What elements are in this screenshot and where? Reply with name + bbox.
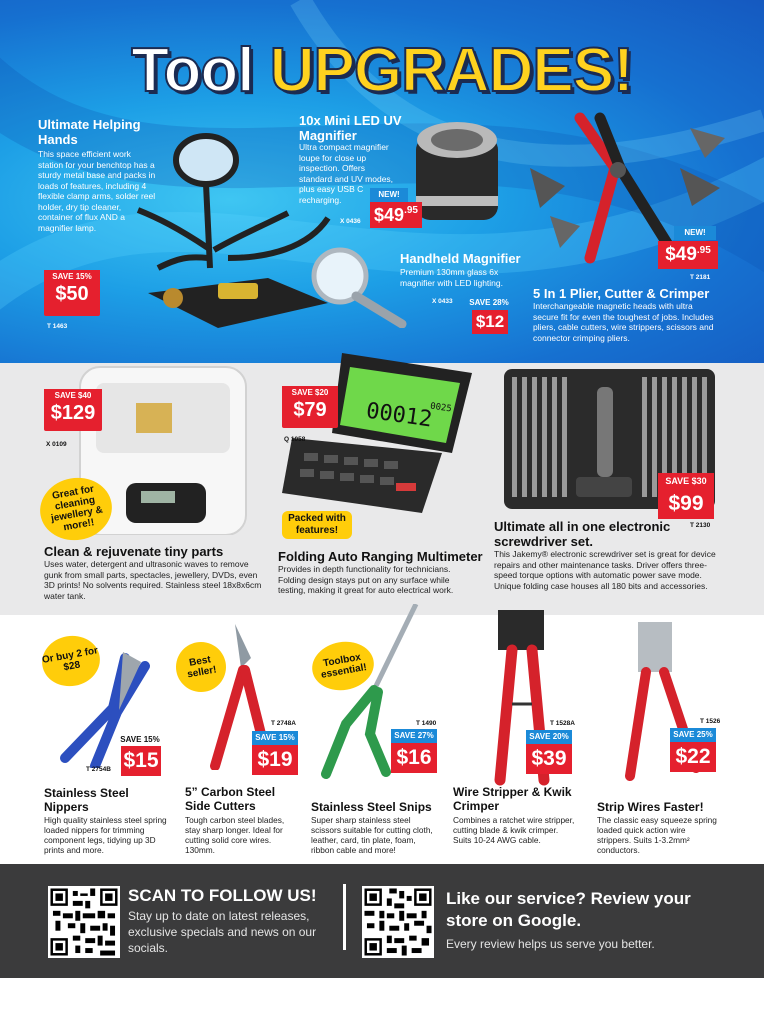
- handheld-magnifier-save: SAVE 28%: [469, 298, 509, 307]
- plier-price: [658, 241, 718, 269]
- plier-desc: Interchangeable magnetic heads with ultra secure fit for even the toughest of jobs. Includes pliers, cable cutters, wire strippers, scissors and connector crimping pliers.: [533, 301, 714, 343]
- plier-code: T 2181: [690, 274, 711, 281]
- multimeter-save: SAVE $20: [282, 386, 338, 399]
- uv-magnifier-price: [370, 202, 422, 228]
- hero-section: [0, 0, 764, 363]
- uv-magnifier-code: X 0436: [340, 218, 361, 225]
- side-cutters-title: 5” Carbon Steel Side Cutters: [185, 785, 276, 813]
- wire-stripper-price: $39: [526, 744, 572, 774]
- plier-badge: NEW!: [674, 226, 716, 240]
- helping-hands-price-value: $50: [55, 283, 89, 305]
- helping-hands-price: [44, 270, 100, 316]
- snips-desc: Super sharp stainless steel scissors suitable for cutting cloth, leather, card, tin plate, foam, ribbon cable and more!: [311, 815, 433, 855]
- plier-price-main: $49: [665, 244, 697, 265]
- review-title: Like our service? Review your store on Google.: [446, 889, 691, 930]
- snips-code: T 1490: [416, 720, 437, 727]
- side-cutters-desc: Tough carbon steel blades, stay sharp longer. Ideal for cutting solid core wires. 130mm.: [185, 815, 285, 855]
- uv-magnifier-desc: Ultra compact magnifier loupe for close up inspection. Offers standard and UV modes, plus easy USB C recharging.: [299, 142, 394, 205]
- wire-stripper-code: T 1528A: [550, 720, 575, 727]
- screwdriver-code: T 2130: [690, 522, 711, 529]
- multimeter-image: [282, 353, 482, 518]
- side-cutters-sticker: Best seller!: [172, 638, 230, 696]
- snips-save: SAVE 27%: [391, 729, 437, 743]
- uv-magnifier-image: [410, 118, 505, 230]
- footer-divider: [343, 884, 346, 950]
- multimeter-code: Q 1058: [284, 436, 306, 443]
- cleaner-code: X 0109: [46, 441, 67, 448]
- uv-magnifier-price-main: $49: [374, 205, 405, 225]
- cleaner-desc: Uses water, detergent and ultrasonic waves to remove gunk from small parts, spectacles, jewellery, DVDs, even 3D prints! No solvents required. Stainless steel 18x8x6cm water tank.: [44, 559, 262, 601]
- wire-stripper-save: SAVE 20%: [526, 730, 572, 744]
- scan-body: Stay up to date on latest releases, exclusive specials and news on our socials.: [128, 909, 317, 955]
- strip-wires-desc: The classic easy squeeze spring loaded quick action wire strippers. Suits 1-3.2mm² conductors.: [597, 815, 717, 855]
- uv-magnifier-badge: NEW!: [370, 188, 408, 202]
- helping-hands-desc: This space efficient work station for your benchtop has a sturdy metal base and packs in loads of features, including 4 flexible clamp arms, solder reel holder, dry tip cleaner, container of flux AND a magnifier lamp.: [38, 149, 156, 233]
- snips-price: $16: [391, 743, 437, 773]
- handheld-magnifier-desc: Premium 130mm glass 6x magnifier with LED lighting.: [400, 267, 503, 288]
- strip-wires-title: Strip Wires Faster!: [597, 800, 704, 814]
- page-headline: [0, 36, 764, 105]
- cleaner-price-value: $129: [50, 402, 96, 424]
- wire-stripper-desc: Combines a ratchet wire stripper, cutting blade & kwik crimper. Suits 10-24 AWG cable.: [453, 815, 575, 845]
- handheld-magnifier-code: X 0433: [432, 298, 453, 305]
- multimeter-sticker: Packed with features!: [282, 511, 352, 539]
- multimeter-desc: Provides in depth functionality for technicians. Folding design stays put on any surface while testing, making it great for auto electrical work.: [278, 564, 454, 595]
- strip-wires-price: $22: [670, 742, 716, 772]
- snips-title: Stainless Steel Snips: [311, 800, 432, 814]
- nippers-desc: High quality stainless steel spring loaded nippers for trimming component legs, tidying up 3D prints and more.: [44, 815, 167, 855]
- helping-hands-title: Ultimate Helping Hands: [38, 117, 141, 147]
- helping-hands-code: T 1463: [47, 323, 68, 330]
- handheld-magnifier-title: Handheld Magnifier: [400, 251, 521, 266]
- nippers-title: Stainless Steel Nippers: [44, 786, 129, 814]
- side-cutters-price: $19: [252, 745, 298, 775]
- snips-sticker: Toolbox essential!: [308, 637, 377, 695]
- screwdriver-title: Ultimate all in one electronic screwdriver set.: [494, 519, 671, 549]
- nippers-price: $15: [121, 746, 161, 776]
- social-qr-code[interactable]: [48, 886, 120, 958]
- uv-magnifier-price-cents: .95: [404, 205, 418, 216]
- screwdriver-price: $99: [658, 489, 714, 519]
- headline-word-tool: Tool: [131, 36, 254, 105]
- strip-wires-save: SAVE 25%: [670, 728, 716, 742]
- handheld-magnifier-image: [298, 246, 408, 328]
- screwdriver-desc: This Jakemy® electronic screwdriver set is great for device repairs and other maintenance tasks. Driver offers three-speed torque options with automatic power save mode. Unique folding case houses all 180 bits and accessories.: [494, 549, 716, 591]
- multimeter-title: Folding Auto Ranging Multimeter: [278, 549, 483, 564]
- multimeter-display-small: 0025: [429, 401, 453, 415]
- cleaner-sticker: Great for cleaning jewellery & more!!: [35, 472, 117, 546]
- footer-band: [0, 864, 764, 978]
- multimeter-price: [282, 386, 338, 428]
- headline-word-upgrades: UPGRADES!: [269, 36, 633, 105]
- scan-title: SCAN TO FOLLOW US!: [128, 886, 317, 905]
- handheld-magnifier-price: $12: [472, 310, 508, 334]
- review-body: Every review helps us serve you better.: [446, 937, 655, 951]
- multimeter-price-value: $79: [293, 399, 327, 421]
- helping-hands-save: SAVE 15%: [44, 270, 100, 283]
- side-cutters-save: SAVE 15%: [252, 731, 298, 745]
- side-cutters-code: T 2748A: [271, 720, 296, 727]
- cleaner-save: SAVE $40: [44, 389, 102, 402]
- cleaner-price: [44, 389, 102, 431]
- nippers-code: T 2754B: [86, 766, 111, 773]
- plier-title: 5 In 1 Plier, Cutter & Crimper: [533, 286, 710, 301]
- cleaner-title: Clean & rejuvenate tiny parts: [44, 544, 224, 559]
- nippers-save: SAVE 15%: [120, 735, 160, 744]
- plier-price-cents: .95: [696, 245, 711, 256]
- screwdriver-save: SAVE $30: [658, 473, 714, 489]
- review-qr-code[interactable]: [362, 886, 434, 958]
- nippers-sticker: Or buy 2 for $28: [38, 631, 104, 690]
- uv-magnifier-title: 10x Mini LED UV Magnifier: [299, 113, 402, 143]
- featured-band: [0, 363, 764, 615]
- strip-wires-code: T 1526: [700, 718, 721, 725]
- wire-stripper-title: Wire Stripper & Kwik Crimper: [453, 785, 572, 813]
- multimeter-display: 00012: [364, 398, 434, 433]
